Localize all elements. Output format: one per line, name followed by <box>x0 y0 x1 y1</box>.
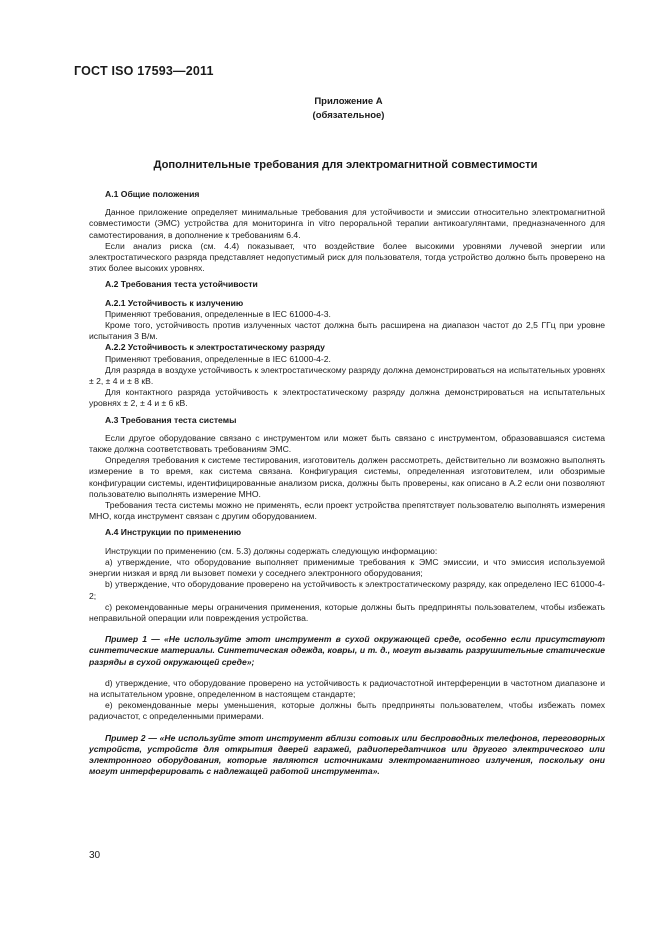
list-item-c: c) рекомендованные меры ограничения применения, которые должны быть предприняты пользователем, чтобы избежать неправильной операции или повреждения устройства. <box>89 601 605 623</box>
subsection-heading-a21: А.2.1 Устойчивость к излучению <box>105 297 244 308</box>
paragraph: Кроме того, устойчивость против излученных частот должна быть расширена на диапазон частот до 2,5 ГГц при уровне испытания 3 В/м. <box>89 320 605 342</box>
example-note-1 <box>89 634 605 668</box>
paragraph: Инструкции по применению (см. 5.3) должны содержать следующую информацию: <box>105 545 438 556</box>
standard-designation: ГОСТ ISO 17593—2011 <box>74 64 214 78</box>
annex-body <box>89 189 605 777</box>
paragraph: Требования теста системы можно не применять, если проект устройства препятствует пользователю выполнять измерения МНО, когда инструмент связан с другим оборудованием. <box>89 500 605 522</box>
page-number: 30 <box>89 850 101 861</box>
paragraph: Для контактного разряда устойчивость к электростатическому разряду должна демонстрироваться на испытательных уровнях ± 2, ± 4 и ± 6 кВ. <box>89 387 605 409</box>
example-note-1-text: «Не используйте этот инструмент в сухой окружающей среде, особенно если присутствуют синтетические материалы. Синтетическая одежда, ковры, и т. д., могут вызвать разрушительные статические разряды в сухой окружающей среде»; <box>89 634 605 667</box>
paragraph: Для разряда в воздухе устойчивость к электростатическому разряду должна демонстрироваться на испытательных уровнях ± 2, ± 4 и ± 8 кВ. <box>89 364 605 387</box>
paragraph: Если анализ риска (см. 4.4) показывает, что воздействие более высокими уровнями лучевой энергии или электростатического разряда представляет недопустимый риск для пользователя, тогда устройство должно быть проверено на этих более высоких уровнях. <box>89 240 605 274</box>
paragraph: Если другое оборудование связано с инструментом или может быть связано с инструментом, образовавшаяся система также должна соответствовать требованиям ЭМС. <box>89 432 605 455</box>
annex-label-block <box>0 95 661 123</box>
section-heading-a1: А.1 Общие положения <box>105 189 200 199</box>
example-note-1-label: Пример 1 — <box>105 634 160 645</box>
paragraph: Применяют требования, определенные в IEC 61000-4-2. <box>105 353 331 364</box>
subsection-heading-a22: А.2.2 Устойчивость к электростатическому разряду <box>105 342 325 353</box>
paragraph: Данное приложение определяет минимальные требования для устойчивости и эмиссии относительно электромагнитной совместимости (ЭМС) устройства для мониторинга in vitro пероральной терапии антикоагулянтами, предназначенного для самотестирования, в дополнение к требованиям 6.4. <box>89 207 605 240</box>
annex-status: (обязательное) <box>312 110 385 121</box>
list-item-a: a) утверждение, что оборудование выполняет применимые требования к ЭМС эмиссии, и что эмиссия используемой энергии низкая и вряд ли вызовет помехи у соседнего электронного оборудования; <box>89 556 605 579</box>
paragraph: Определяя требования к системе тестирования, изготовитель должен рассмотреть, действительно ли возможно выполнять измерение в то время, как система связана. Конфигурация системы, определенная изготовителем, или обозримые конфигурации системы, идентифицированные анализом риска, должны быть проверены, как описано в А.2 если они позволяют пользователю выполнять измерение МНО. <box>89 455 605 499</box>
example-note-2 <box>89 733 605 778</box>
example-note-2-text: «Не используйте этот инструмент вблизи сотовых или беспроводных телефонов, переговорных устройств, устройств для открытия дверей гаражей, радиопередатчиков или другого электрического или электронного оборудования, которые являются источниками электромагнитного излучения, поскольку они могут интерферировать с надлежащей работой инструмента». <box>89 732 606 777</box>
annex-label: Приложение А <box>314 96 383 107</box>
list-item-e: e) рекомендованные меры уменьшения, которые должны быть предприняты пользователем, чтобы избежать помех радиочастот, с определенными примерами. <box>89 700 605 722</box>
list-item-b: b) утверждение, что оборудование проверено на устойчивость к электростатическому разряду, как определено IEC 61000-4-2; <box>89 579 605 601</box>
section-heading-a2: А.2 Требования теста устойчивости <box>105 279 258 290</box>
annex-title: Дополнительные требования для электромагнитной совместимости <box>153 159 538 171</box>
section-heading-a4: А.4 Инструкции по применению <box>105 527 242 538</box>
list-item-d: d) утверждение, что оборудование проверено на устойчивость к радиочастотной интерференции в частотном диапазоне и на испытательном уровне, определенном в настоящем стандарте; <box>89 677 605 699</box>
paragraph: Применяют требования, определенные в IEC 61000-4-3. <box>105 308 331 319</box>
example-note-2-label: Пример 2 — <box>105 732 157 743</box>
section-heading-a3: А.3 Требования теста системы <box>105 414 237 425</box>
